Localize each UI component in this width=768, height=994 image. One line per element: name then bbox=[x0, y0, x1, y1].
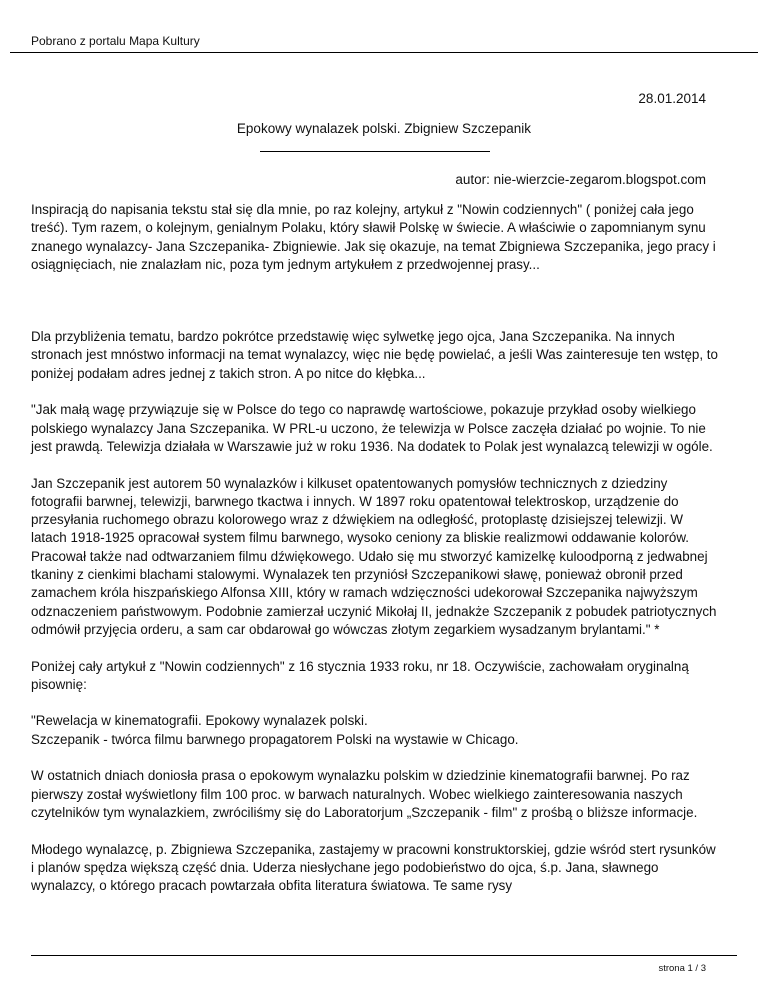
article-body bbox=[31, 201, 719, 914]
quote-heading: "Rewelacja w kinematografii. Epokowy wynalazek polski. bbox=[31, 713, 368, 729]
quote-subheading: Szczepanik - twórca filmu barwnego propagatorem Polski na wystawie w Chicago. bbox=[31, 731, 519, 747]
paragraph: Dla przybliżenia tematu, bardzo pokrótce przedstawię więc sylwetkę jego ojca, Jana Szczepanika. Na innych stronach jest mnóstwo informacji na temat wynalazcy, więc nie będę powielać, a jeśli Was zainteresuje ten wstęp, to poniżej podałam adres jednej z takich stron. A po nitce do kłębka... bbox=[31, 329, 718, 381]
article-author: autor: nie-wierzcie-zegarom.blogspot.com bbox=[455, 172, 706, 187]
page-number: strona 1 / 3 bbox=[658, 963, 706, 974]
paragraph: Młodego wynalazcę, p. Zbigniewa Szczepanika, zastajemy w pracowni konstruktorskiej, gdzie wśród stert rysunków i planów spędza większą część dnia. Uderza niesłychane jego podobieństwo do ojca, ś.p. Jana, sławnego wynalazcy, o którego pracach powtarzała obfita literatura światowa. Te same rysy bbox=[31, 841, 716, 894]
paragraph: W ostatnich dniach doniosła prasa o epokowym wynalazku polskim w dziedzinie kinematografii barwnej. Po raz pierwszy został wyświetlony film 100 proc. w barwach naturalnych. Wobec wielkiego zainteresowania naszych czytelników tym wynalazkiem, zwróciliśmy się do Laboratorjum „Szczepanik - film" z prośbą o bliższe informacje. bbox=[31, 768, 698, 820]
paragraph: Poniżej cały artykuł z "Nowin codziennych" z 16 stycznia 1933 roku, nr 18. Oczywiście, zachowałam oryginalną pisownię: bbox=[31, 658, 689, 692]
paragraph: Jan Szczepanik jest autorem 50 wynalazków i kilkuset opatentowanych pomysłów technicznych z dziedziny fotografii barwnej, telewizji, barwnego tkactwa i innych. W 1897 roku opatentował telektroskop, urządzenie do przesyłania ruchomego obrazu kolorowego wraz z dźwiękiem na odległość, protoplastę dzisiejszej telewizji. W latach 1918-1925 opracował system filmu barwnego, wysoko ceniony za bliskie realizmowi oddawanie kolorów. Pracował także nad odtwarzaniem filmu dźwiękowego. Udało się mu stworzyć kamizelkę kuloodporną z jedwabnej tkaniny z cienkimi blachami stalowymi. Wynalazek ten przyniósł Szczepanikowi sławę, ponieważ obronił przed zamachem króla hiszpańskiego Alfonsa XIII, który w ramach wdzięczności udekorował Szczepanika najwyższym odznaczeniem państwowym. Podobnie zamierzał uczynić Mikołaj II, jednakże Szczepanik z pobudek patriotycznych odmówił przyjęcia orderu, a sam car obdarował go wówczas złotym zegarkiem wysadzanym brylantami." * bbox=[31, 475, 717, 637]
footer-rule bbox=[31, 955, 737, 956]
source-label: Pobrano z portalu Mapa Kultury bbox=[31, 34, 200, 48]
title-underline bbox=[260, 151, 490, 152]
quote-block bbox=[31, 712, 719, 749]
page-header bbox=[10, 0, 758, 53]
paragraph: "Jak małą wagę przywiązuje się w Polsce do tego co naprawdę wartościowe, pokazuje przykład osoby wielkiego polskiego wynalazcy Jana Szczepanika. W PRL-u uczono, że telewizja w Polsce zaczęła działać po wojnie. To nie jest prawdą. Telewizja działała w Warszawie już w roku 1936. Na dodatek to Polak jest wynalazcą telewizji w ogóle. bbox=[31, 402, 713, 454]
article-title: Epokowy wynalazek polski. Zbigniew Szczepanik bbox=[236, 121, 532, 136]
paragraph: Inspiracją do napisania tekstu stał się dla mnie, po raz kolejny, artykuł z "Nowin codziennych" ( poniżej cała jego treść). Tym razem, o kolejnym, genialnym Polaku, który sławił Polskę w świecie. A właściwie o zapomnianym synu znanego wynalazcy- Jana Szczepanika- Zbigniewie. Jak się okazuje, na temat Zbigniewa Szczepanika, jego pracy i osiągnięciach, nie znalazłam nic, poza tym jednym artykułem z przedwojennej prasy... bbox=[31, 202, 716, 272]
article-date: 28.01.2014 bbox=[638, 91, 706, 106]
